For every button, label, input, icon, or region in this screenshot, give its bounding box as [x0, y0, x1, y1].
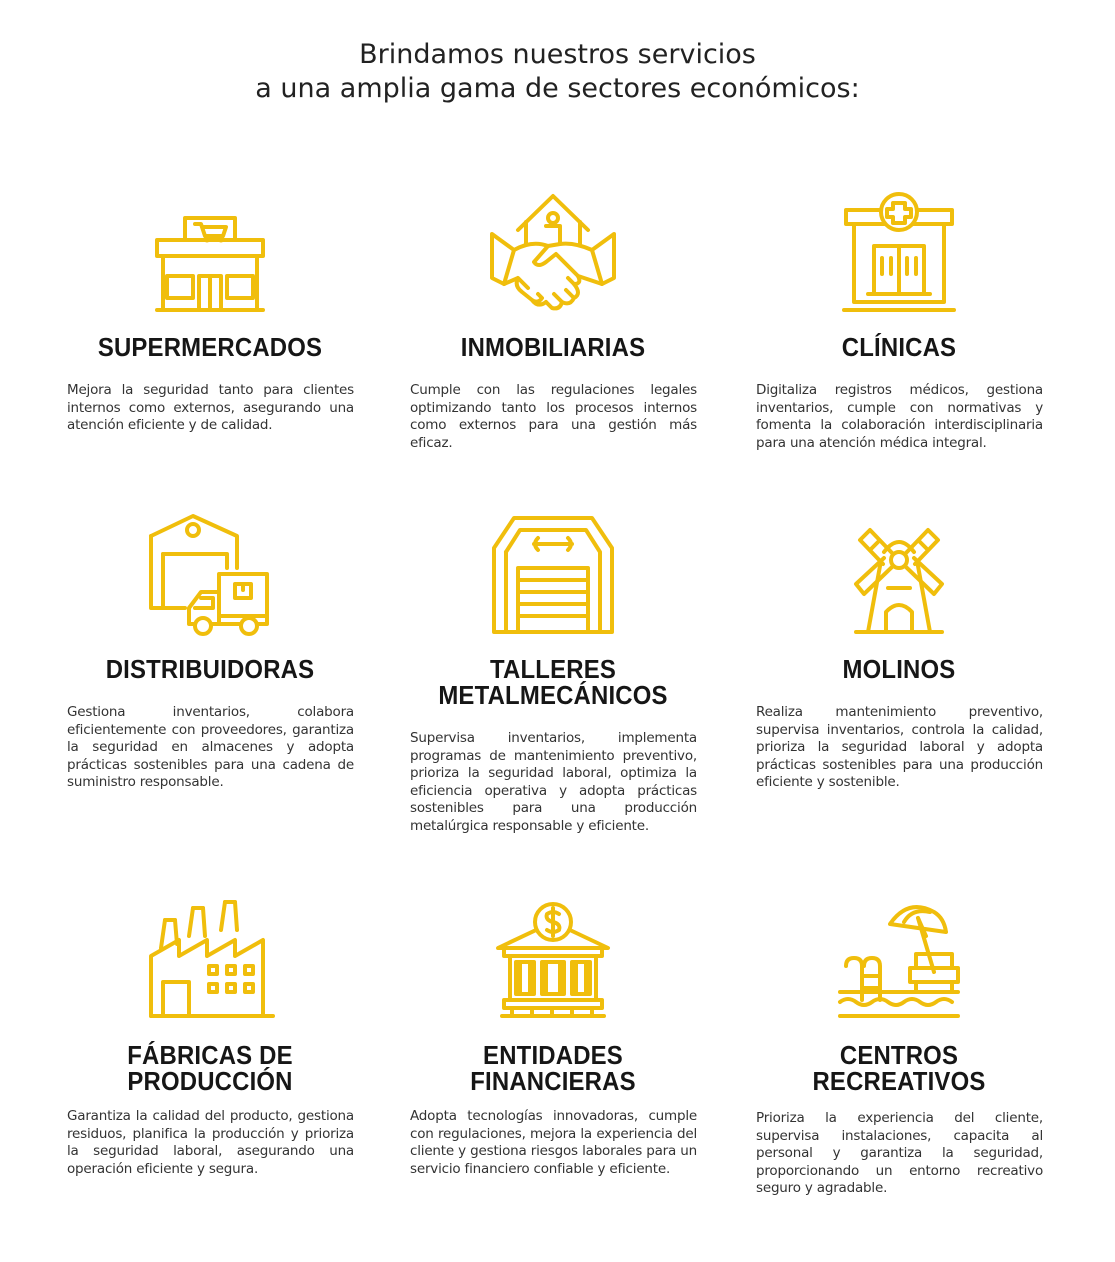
sector-title-line: METALMECÁNICOS — [438, 680, 668, 710]
page-heading — [0, 38, 1115, 106]
sector-title — [743, 656, 1056, 682]
sector-title-line: ENTIDADES — [483, 1040, 623, 1070]
handshake-house-icon — [488, 190, 618, 320]
sector-description: Cumple con las regulaciones legales optimizando tanto los procesos internos como externos para una gestión más eficaz. — [410, 382, 697, 451]
warehouse-truck-icon — [145, 512, 275, 642]
sector-description: Garantiza la calidad del producto, gestiona residuos, planifica la producción y prioriza la seguridad laboral, asegurando una operación eficiente y segura. — [67, 1108, 354, 1177]
garage-wrench-icon — [488, 512, 618, 642]
sector-title-line: TALLERES — [490, 654, 616, 684]
sector-title-line: INMOBILIARIAS — [460, 332, 646, 362]
pool-umbrella-icon — [834, 896, 964, 1026]
sector-description: Prioriza la experiencia del cliente, supervisa instalaciones, capacita al personal y garantiza la seguridad, proporcionando un entorno recreativo seguro y agradable. — [756, 1110, 1043, 1196]
windmill-icon — [834, 512, 964, 642]
sector-title — [54, 1042, 367, 1094]
sector-title — [54, 656, 367, 682]
sector-title — [54, 334, 367, 360]
sector-title — [397, 656, 710, 708]
sector-description: Gestiona inventarios, colabora eficientemente con proveedores, garantiza la seguridad en almacenes y adopta prácticas sostenibles para una cadena de suministro responsable. — [67, 704, 354, 790]
sector-title — [743, 1042, 1056, 1094]
sector-title — [743, 334, 1056, 360]
sector-title-line: CLÍNICAS — [841, 332, 957, 362]
sector-title — [397, 1042, 710, 1094]
sector-description: Realiza mantenimiento preventivo, supervisa inventarios, controla la calidad, prioriza la seguridad laboral y adopta prácticas sostenibles para una producción eficiente y sostenible. — [756, 704, 1043, 790]
sector-description: Digitaliza registros médicos, gestiona inventarios, cumple con normativas y fomenta la colaboración interdisciplinaria para una atención médica integral. — [756, 382, 1043, 451]
clinic-icon — [834, 190, 964, 320]
supermarket-icon — [145, 190, 275, 320]
factory-icon — [145, 896, 275, 1026]
sector-description: Adopta tecnologías innovadoras, cumple con regulaciones, mejora la experiencia del cliente y gestiona riesgos laborales para un servicio financiero confiable y eficiente. — [410, 1108, 697, 1177]
sector-title — [397, 334, 710, 360]
heading-line-1: Brindamos nuestros servicios — [359, 39, 756, 70]
sector-title-line: PRODUCCIÓN — [127, 1066, 293, 1096]
heading-line-2: a una amplia gama de sectores económicos: — [255, 73, 860, 104]
sector-description: Supervisa inventarios, implementa programas de mantenimiento preventivo, prioriza la seguridad laboral, optimiza la eficiencia operativa y adopta prácticas sostenibles para una producción metalúrgica responsable y eficiente. — [410, 730, 697, 834]
sector-title-line: SUPERMERCADOS — [97, 332, 323, 362]
sector-title-line: DISTRIBUIDORAS — [105, 654, 315, 684]
sector-title-line: FINANCIERAS — [470, 1066, 636, 1096]
sector-title-line: CENTROS — [839, 1040, 959, 1070]
bank-icon — [488, 896, 618, 1026]
sector-title-line: FÁBRICAS DE — [127, 1040, 293, 1070]
sector-title-line: RECREATIVOS — [812, 1066, 986, 1096]
sector-description: Mejora la seguridad tanto para clientes internos como externos, asegurando una atención eficiente y de calidad. — [67, 382, 354, 433]
sector-title-line: MOLINOS — [842, 654, 956, 684]
